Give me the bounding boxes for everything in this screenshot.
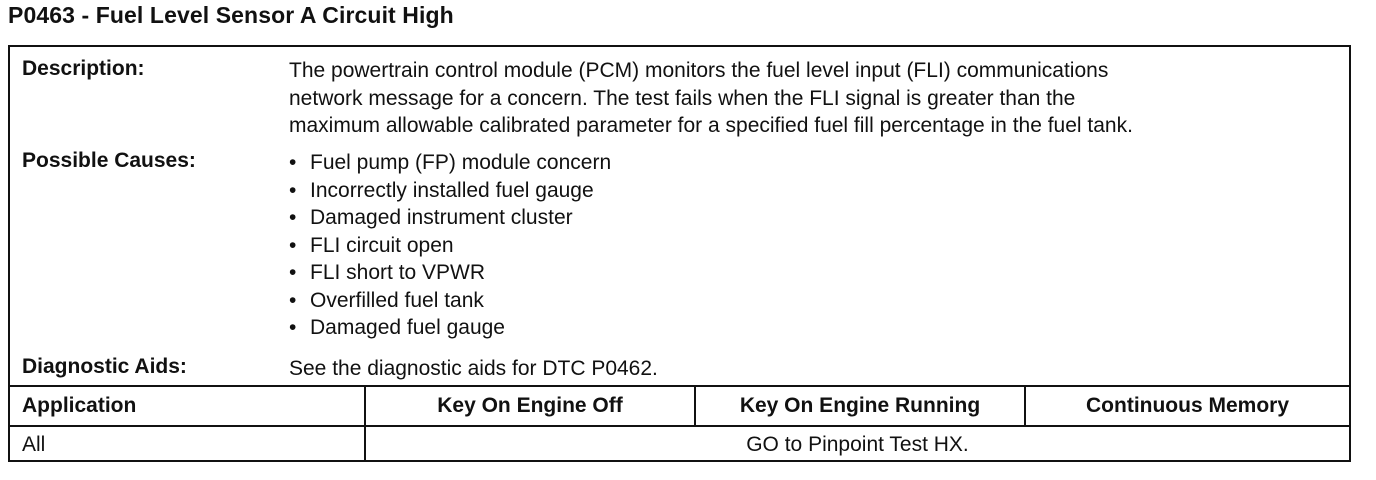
- description-line: maximum allowable calibrated parameter for a specified fuel fill percentage in the fuel tank.: [289, 114, 1133, 137]
- row-application: All: [22, 432, 46, 456]
- column-divider: [1024, 387, 1026, 425]
- page-title: P0463 - Fuel Level Sensor A Circuit High: [8, 2, 454, 28]
- column-divider: [694, 387, 696, 425]
- description-label: Description:: [22, 57, 145, 80]
- cause-item: • FLI short to VPWR: [289, 259, 611, 287]
- cause-item: • Damaged instrument cluster: [289, 204, 611, 232]
- diagnostic-aids-text: See the diagnostic aids for DTC P0462.: [289, 357, 658, 380]
- header-koeo: Key On Engine Off: [437, 394, 623, 417]
- test-table: [10, 385, 1349, 462]
- cause-item: • Incorrectly installed fuel gauge: [289, 177, 611, 205]
- possible-causes-label: Possible Causes:: [22, 149, 196, 172]
- header-application: Application: [22, 394, 137, 417]
- header-koer: Key On Engine Running: [739, 394, 981, 417]
- header-continuous-memory: Continuous Memory: [1086, 394, 1289, 417]
- cause-item: • Damaged fuel gauge: [289, 314, 611, 342]
- cause-item: • FLI circuit open: [289, 232, 611, 260]
- diagnostic-aids-label: Diagnostic Aids:: [22, 355, 187, 378]
- description-line: The powertrain control module (PCM) monitors the fuel level input (FLI) communications: [289, 59, 1109, 82]
- cause-item: • Overfilled fuel tank: [289, 287, 611, 315]
- description-line: network message for a concern. The test fails when the FLI signal is greater than the: [289, 86, 1076, 110]
- cause-item: • Fuel pump (FP) module concern: [289, 149, 611, 177]
- dtc-info-box: [8, 45, 1351, 462]
- description-text: [289, 57, 1133, 140]
- row-action: GO to Pinpoint Test HX.: [746, 432, 969, 456]
- possible-causes-list: [289, 149, 611, 342]
